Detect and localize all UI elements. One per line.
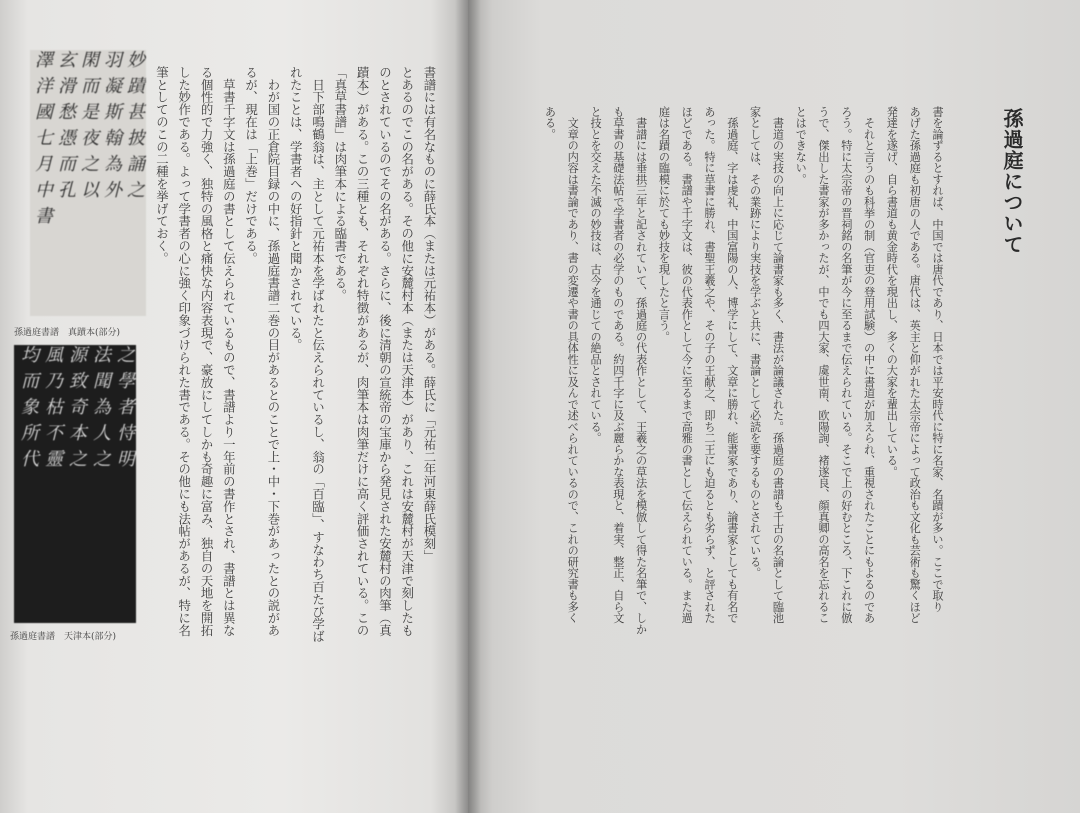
text-column: ろう。特に太宗帝の晋祠銘の名筆が今に至るまで伝えられている。そこで上の好むところ、下これに倣 [839,106,853,624]
calligraphy-column: 澤洋國七月中書 [32,50,53,232]
left-page-body [150,66,440,666]
text-column: 孫過庭、字は虔礼、中国富陽の人、博学にして、文章に勝れ、能書家であり、論書家としても有名で [725,106,739,624]
text-column: 書道の実技の向上に応じて論書家も多く、書法が論議された。孫過庭の書譜も千古の名論として臨池 [771,106,785,624]
text-column: とはできない。 [794,106,808,185]
chapter-title: 孫過庭について [1000,108,1024,255]
text-column: 筆としてのこの二種を挙げておく。 [154,66,170,265]
calligraphy-column: 之學者恃明 [114,345,135,475]
book-gutter [455,0,481,813]
text-column: 文章の内容は書論であり、書の変遷や書の具体性に及んで述べられているので、これの研究書も多く [566,106,580,624]
text-column: あった。特に草書に勝れ、書聖王羲之や、その子の王献之、即ち二王にも迫るとも劣らず、と評された [703,106,717,624]
text-column: のとされているのでその名がある。さらに、後に清朝の宣統帝の宝庫から発見された安麓村の肉筆（真 [377,66,393,637]
text-column: る個性的で力強く、独特の風格と痛快な内容表現で、豪放にしてしかも奇趣に富み、独自の天地を開拓 [199,66,215,637]
text-column: るが、現在は「上巻」だけである。 [243,66,259,265]
calligraphy-column: 妙蹟甚披誦之 [124,50,145,206]
text-column: も草書の基礎法帖で学書者の必学のものである。約四千字に及ぶ麗らかな表現と、着実、整正、自ら文 [611,106,625,624]
text-column: 書譜には有名なものに薛氏本（または元祐本）がある。薛氏に「元祐二年河東薛氏模刻」 [422,66,437,562]
text-column: ある。 [543,106,557,140]
text-column: 日下部鳴鶴翁は、主として元祐本を学ばれたと伝えられているし、翁の「百臨」、すなわち百たび学ば [310,66,326,643]
text-column: うで、傑出した書家が多かったが、中でも四大家、虞世南、欧陽詢、褚遂良、顔真卿の高名を忘れるこ [817,106,831,624]
calligraphy-column: 玄滑愁憑而孔 [55,50,76,206]
text-column: れたことは、学書者への好指針と聞かされている。 [288,66,304,352]
calligraphy-column: 均而象所代 [18,345,39,475]
text-column: あげた孫過庭も初唐の人である。唐代は、英主と仰がれた太宗帝によって政治も文化も芸術も驚くほど [908,106,922,624]
text-column: ほどである。書譜や千字文は、彼の代表作として今に至るまで高雅の書として伝えられている。また過 [680,106,694,624]
text-column: 発達を遂げ、自ら書道も黄金時代を現出し、多くの大家を輩出している。 [885,106,899,478]
calligraphy-column: 羽凝斯翰為外 [101,50,122,206]
calligraphy-image-tianjin [14,345,136,623]
text-column: 書を論ずるとすれば、中国では唐代であり、日本では平安時代に特に名家、名蹟が多い。ここで取り [931,106,944,613]
text-column: 家としては、その業跡により実技を学ぶと共に、書論として必読を要するものとされている。 [748,106,762,579]
figure-caption: 孫過庭書譜 天津本(部分) [10,632,117,642]
text-column: 「真草書譜」は肉筆本による臨書である。 [332,66,348,302]
text-column: 蹟本）がある。この三種とも、それぞれ特徴があるが、肉筆本は肉筆だけに高く評価されている。この [355,66,371,637]
calligraphy-column: 風乃枯不靈 [42,345,63,475]
text-column: 草書千字文は孫過庭の書として伝えられているもので、書譜より一年前の書作とされ、書譜とは異な [221,66,237,637]
figure-caption: 孫過庭書譜 真蹟本(部分) [14,328,121,338]
calligraphy-column: 源致奇本之 [66,345,87,475]
text-column: した妙作である。よって学書者の心に強く印象づけられた書である。その他にも法帖があるが、特に名 [176,66,192,637]
text-column: と技とを交えた不滅の妙技は、古今を通じての絶品とされている。 [589,106,603,444]
text-column: わが国の正倉院目録の中に、孫過庭書譜二巻の目があるとのことで上・中・下巻があったとの説があ [265,66,281,637]
text-column: 庭は名蹟の臨模に於ても妙技を現したと言う。 [657,106,671,343]
text-column: それと言うのも科挙の制（官吏の登用試験）の中に書道が加えられ、重視されたことにもよるのであ [862,106,876,624]
text-column: 書譜には垂拱三年と記されていて、孫過庭の代表作として、王羲之の草法を模倣して得た名筆で、しか [634,106,648,635]
text-column: とあるのでこの名がある。その他に安麓村本（または天津本）があり、これは安麓村が天津で刻したも [399,66,415,637]
right-page-body [536,106,948,656]
calligraphy-image-shinseki [30,50,146,316]
calligraphy-column: 法聞為人之 [90,345,111,475]
calligraphy-column: 閑而是夜之以 [78,50,99,206]
